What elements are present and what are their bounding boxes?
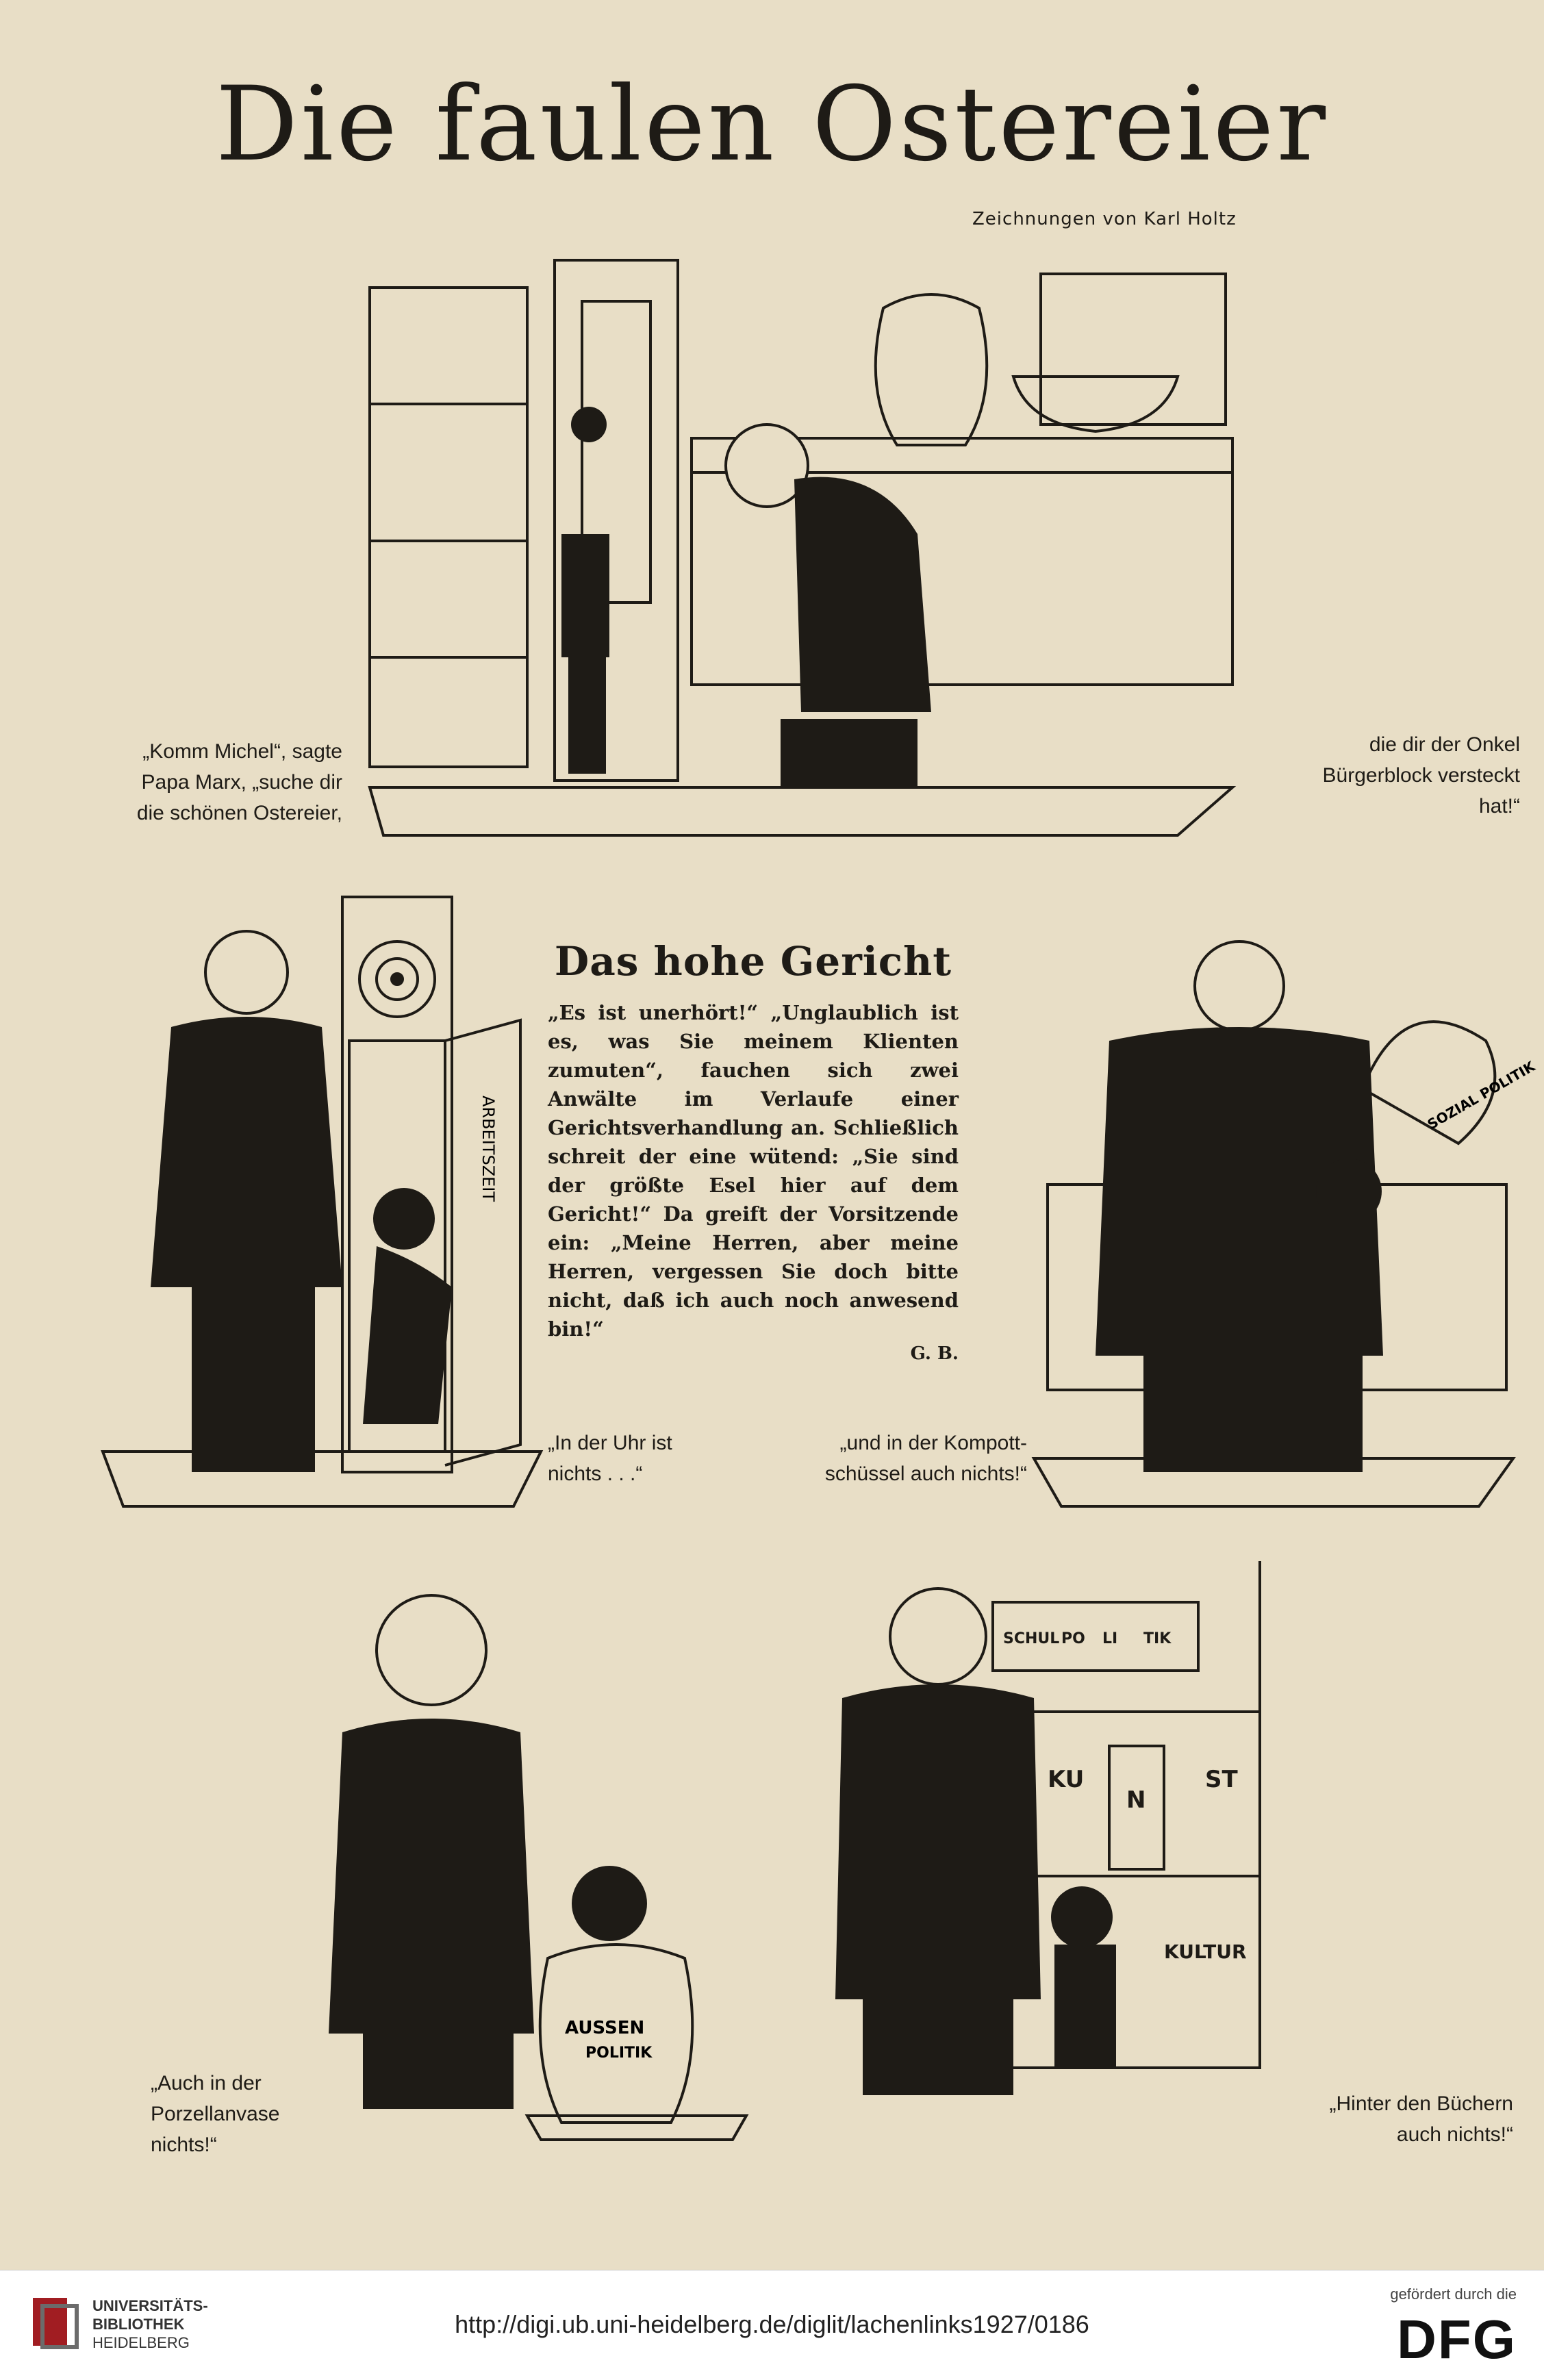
caption-panel-1-right [1301,729,1520,822]
dfg-logo: DFG [1397,2309,1517,2370]
book-label: ST [1205,1766,1238,1793]
caption-line: die dir der Onkel [1369,733,1520,756]
caption-panel-2-left [548,1428,753,1489]
caption-line: schüssel auch nichts!“ [824,1463,1027,1485]
bowl-label: SOZIAL POLITIK [1424,1058,1538,1133]
institution-line: BIBLIOTHEK [92,2316,185,2333]
digital-library-footer [0,2270,1544,2380]
caption-line: „Auch in der [151,2072,262,2094]
book-label: KU [1048,1766,1085,1793]
caption-line: Porzellanvase [151,2103,280,2125]
book-label: N [1126,1786,1146,1814]
book-label: KULTUR [1164,1940,1247,1963]
caption-panel-1-left [110,736,342,828]
clock-door-label: ARBEITSZEIT [479,1096,498,1202]
caption-line: nichts . . .“ [548,1463,643,1485]
caption-line: die schönen Ostereier, [136,802,342,824]
story-signature: G. B. [910,1343,959,1364]
caption-line: Bürgerblock versteckt [1322,764,1520,787]
caption-line: „Komm Michel“, sagte [142,740,342,763]
caption-line: „Hinter den Büchern [1329,2092,1513,2115]
caption-line: „und in der Kompott- [839,1432,1027,1454]
caption-line: hat!“ [1478,795,1520,818]
institution-line: HEIDELBERG [92,2334,190,2351]
story-heading: Das hohe Gericht [554,938,952,985]
caption-line: auch nichts!“ [1396,2123,1513,2146]
caption-line: Papa Marx, „suche dir [141,771,342,794]
caption-panel-3-left [151,2068,329,2160]
caption-panel-2-right [808,1428,1027,1489]
institution-line: UNIVERSITÄTS- [92,2297,208,2314]
caption-panel-3-right [1287,2088,1513,2150]
story-block [548,938,959,1364]
vase-label-line2: POLITIK [585,2044,653,2062]
vase-label-line1: AUSSEN [565,2018,645,2038]
funding-label: gefördert durch die [1390,2286,1517,2303]
caption-line: „In der Uhr ist [548,1432,672,1454]
story-body: „Es ist unerhört!“ „Unglaublich ist es, was Sie meinem Klienten zumuten“, fauchen sich zwei Anwälte im Verlaufe einer Gerichtsverhandlung an. Schließlich schreit der eine wütend: „Sie sind der größte Esel hier auf dem Gericht!“ Da greift der Vorsitzende ein: „Meine Herren, aber meine Herren, vergessen Sie doch bitte nicht, daß ich auch noch anwesend bin!“ [548,1001,959,1341]
illustrator-credit: Zeichnungen von Karl Holtz [972,209,1237,229]
page-title: Die faulen Ostereier [215,65,1329,184]
caption-line: nichts!“ [151,2134,217,2156]
illustration-father-and-michel [356,246,1287,849]
illustration-compote-bowl [1034,924,1538,1513]
book-label: PO [1061,1630,1085,1647]
source-url-link[interactable]: http://digi.ub.uni-heidelberg.de/diglit/lachenlinks1927/0186 [455,2310,1089,2338]
illustration-bookshelf [822,1561,1287,2136]
book-label: LI [1102,1630,1118,1647]
illustration-porcelain-vase [322,1575,794,2143]
book-label: TIK [1143,1630,1172,1647]
book-label: SCHUL [1003,1630,1060,1647]
illustration-grandfather-clock [103,890,541,1534]
